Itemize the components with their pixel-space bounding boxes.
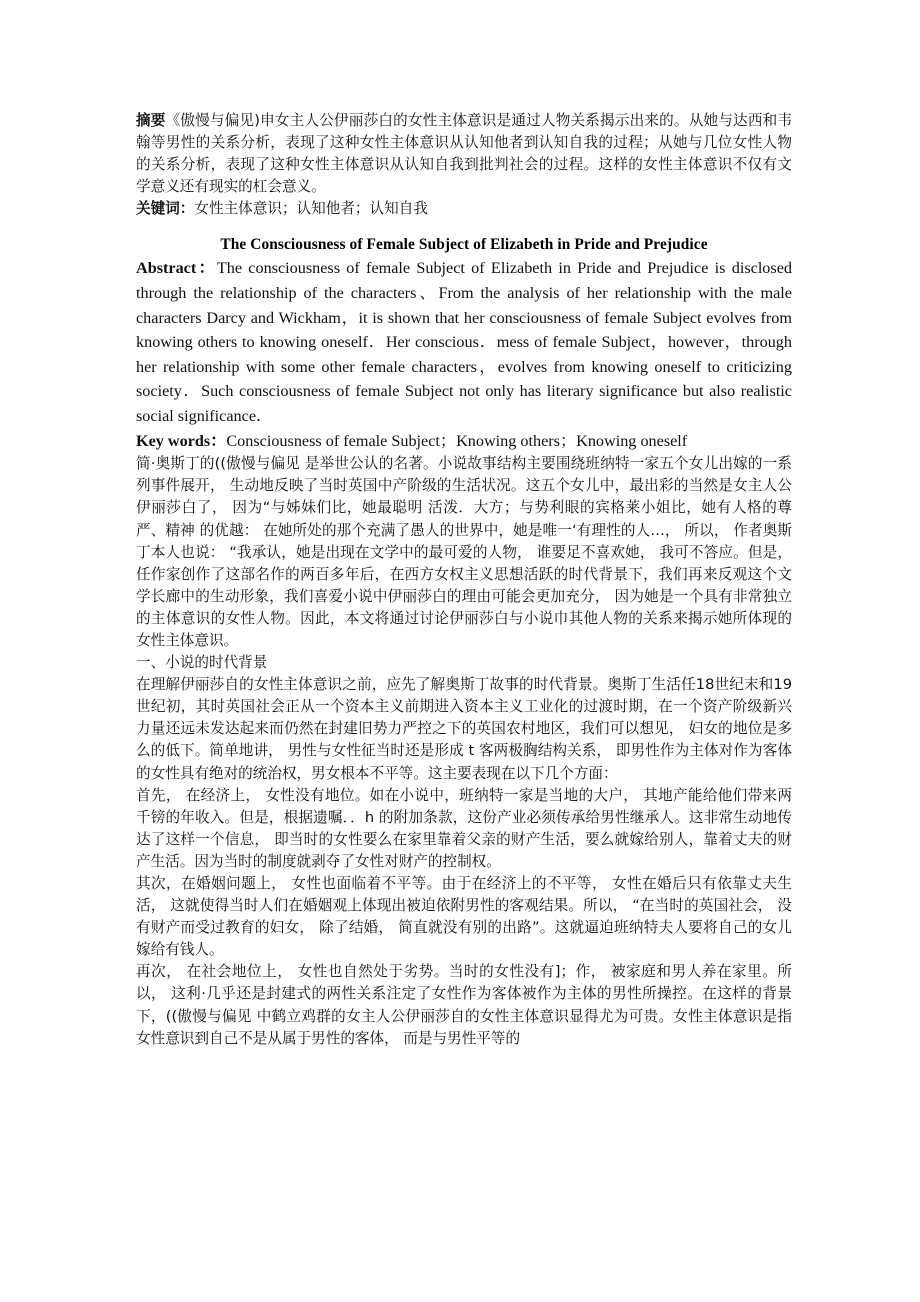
- chinese-abstract-paragraph: [136, 110, 792, 198]
- english-keywords-paragraph: [136, 429, 792, 454]
- english-keywords-body: Consciousness of female Subject；Knowing others；Knowing oneself: [226, 431, 688, 450]
- chinese-abstract-label: 摘要: [136, 112, 166, 129]
- chinese-keywords-label: 关键词：: [136, 200, 195, 218]
- chinese-keywords-body: 女性主体意识；认知他者；认知自我: [194, 200, 428, 218]
- body-paragraph-5: 再次， 在社会地位上， 女性也自然处于劣势。当时的女性没有]；作， 被家庭和男人养在家里。所以， 这利·几乎还是封建式的两性关系注定了女性作为客体被作为主体的男性所操控。在这样的背景下，((傲慢与偏见 中鹤立鸡群的女主人公伊丽莎自的女性主体意识显得尤为可贵。女性主体意识是指女性意识到自己不是从属于男性的客体， 而是与男性平等的: [136, 963, 792, 1047]
- chinese-abstract-body: 《傲慢与偏见)申女主人公伊丽莎白的女性主体意识是通过人物关系揭示出来的。从她与达西和韦翰等男性的关系分析，表现了这种女性主体意识从认知他者到认知自我的过程；从她与几位女性人物的关系分析，表现了这种女性主体意识从认知自我到批判社会的过程。这样的女性主体意识不仅有文学意义还有现实的杠会意义。: [136, 112, 792, 196]
- english-abstract-paragraph: [136, 256, 792, 428]
- body-paragraph-2: 在理解伊丽莎自的女性主体意识之前，应先了解奥斯丁故事的时代背景。奥斯丁生活任18世纪末和19世纪初，其时英国社会正从一个资本主义前期进入资本主义工业化的过渡时期，在一个资产阶级新兴力量还远未发达起来而仍然在封建旧势力严控之下的英国农村地区，我们可以想见， 妇女的地位是多么的低下。简单地讲， 男性与女性征当时还是形成 t 客两极胸结构关系， 即男性作为主体对作为客体的女性具有绝对的统治权，男女根本不平等。这主要表现在以下几个方面：: [136, 676, 792, 782]
- english-abstract-label: Abstract：: [136, 259, 217, 278]
- document-text-column: [136, 110, 792, 1050]
- body-paragraph-1: 简·奥斯丁的((傲慢与偏见 是举世公认的名著。小说故事结构主要围绕班纳特一家五个女儿出嫁的一系列事件展开， 生动地反映了当时英国中产阶级的生活状况。这五个女儿中，最出彩的当然是女主人公伊丽莎白了， 因为“与姊妹们比，她最聪明 活泼．大方；与势利眼的宾格莱小姐比，她有人格的尊严、精神 的优越： 在她所处的那个充满了愚人的世界中，她是唯一‘有理性的人…， 所以， 作者奥斯丁本人也说： “我承认，她是出现在文学中的最可爱的人物， 谁要足不喜欢她， 我可不答应。但是，任作家创作了这部名作的两百多年后，在西方女权主义思想活跃的时代背景下，我们再来反观这个文学长廊中的生动形象，我们喜爱小说中伊丽莎白的理由可能会更加充分， 因为她是一个具有非常独立的主体意识的女性人物。因此，本文将通过讨论伊丽莎白与小说巾其他人物的关系来揭示她所体现的女性主体意识。: [136, 455, 792, 649]
- section-heading-1: 一、小说的时代背景: [136, 654, 268, 672]
- body-paragraph-4: 其次，在婚姻问题上， 女性也面临着不平等。由于在经济上的不平等， 女性在婚后只有依靠丈夫生活， 这就使得当时人们在婚姻观上体现出被迫依附男性的客观结果。所以， “在当时的英国社会， 没有财产而受过教育的妇女， 除了结婚， 简直就没有别的出路”。这就逼迫班纳特夫人要将自己的女儿嫁给有钱人。: [136, 875, 792, 959]
- chinese-keywords-paragraph: [136, 198, 792, 220]
- english-paper-title: The Consciousness of Female Subject of Elizabeth in Pride and Prejudice: [220, 236, 708, 254]
- english-abstract-body: The consciousness of female Subject of Elizabeth in Pride and Prejudice is disclosed through the relationship of the characters、From the analysis of her relationship with the male characters Darcy and Wickham，it is shown that her consciousness of female Subject evolves from knowing others to knowing oneself．Her conscious．mess of female Subject，however，through her relationship with some other female characters，evolves from knowing oneself to criticizing society．Such consciousness of female Subject not only has literary significance but also realistic social significance．: [136, 259, 792, 426]
- body-paragraph-3: 首先， 在经济上， 女性没有地位。如在小说中，班纳特一家是当地的大户， 其地产能给他们带来两千镑的年收入。但是，根据遗嘱．．h 的附加条款，这份产业必须传承给男性继承人。这非常生动地传达了这样一个信息， 即当时的女性要么在家里靠着父亲的财产生活，要么就嫁给别人，靠着丈夫的财产生活。因为当时的制度就剥夺了女性对财产的控制权。: [136, 786, 792, 870]
- abstract-section-spacer: [136, 220, 792, 234]
- english-keywords-label: Key words：: [136, 431, 227, 450]
